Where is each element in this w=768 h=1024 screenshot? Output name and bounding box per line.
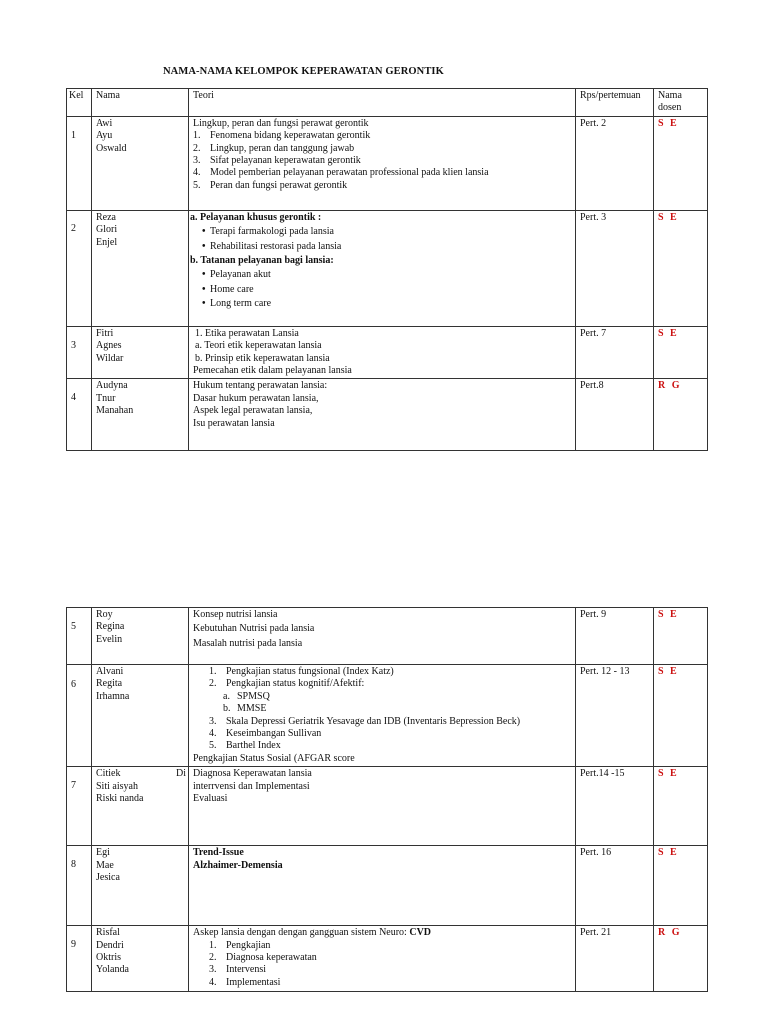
item-number: 1. xyxy=(193,130,201,142)
dosen-cell: S E xyxy=(654,116,708,210)
teori-title: Lingkup, peran dan fungsi perawat gerontik xyxy=(193,117,369,129)
item-number: 4. xyxy=(209,728,217,740)
bullet-icon: • xyxy=(202,298,206,310)
table-row xyxy=(67,926,708,992)
kel-number: 3 xyxy=(67,326,92,379)
table-row xyxy=(67,326,708,379)
teori-item xyxy=(193,740,571,752)
item-text: Sifat pelayanan keperawatan gerontik xyxy=(210,155,361,167)
teori-line: Konsep nutrisi lansia xyxy=(193,609,278,620)
kel-number: 7 xyxy=(67,767,92,846)
teori-line: Pengkajian Status Sosial (AFGAR score xyxy=(193,752,355,764)
member-name: Egi xyxy=(96,847,110,859)
dosen-cell: S E xyxy=(654,210,708,326)
teori-line: Masalah nutrisi pada lansia xyxy=(193,637,303,649)
teori-title xyxy=(193,927,571,939)
teori-title-text: Askep lansia dengan dengan gangguan sistem Neuro: xyxy=(193,927,410,939)
teori-item xyxy=(193,964,571,976)
table-row xyxy=(67,210,708,326)
item-text: Pengkajian status fungsional (Index Katz) xyxy=(226,666,394,677)
subitem-text: MMSE xyxy=(237,703,267,715)
teori-item xyxy=(193,940,571,952)
member-name: Dendri xyxy=(96,939,124,951)
item-number: 5. xyxy=(209,740,217,752)
item-text: Pengkajian xyxy=(226,939,271,951)
header-dosen-line-1: Nama xyxy=(658,90,682,101)
kel-number: 6 xyxy=(67,665,92,767)
item-number: 2. xyxy=(209,952,217,964)
table-row xyxy=(67,665,708,767)
header-dosen xyxy=(654,89,708,117)
member-name: Wildar xyxy=(96,352,124,364)
dosen-cell: S E xyxy=(654,767,708,846)
member-name: Alvani xyxy=(96,666,124,677)
names-cell xyxy=(92,665,189,767)
member-name: Regita xyxy=(96,678,123,690)
member-name: Risfal xyxy=(96,927,120,939)
names-cell xyxy=(92,926,189,992)
names-cell xyxy=(92,326,189,379)
teori-section-a: a. Pelayanan khusus gerontik : xyxy=(190,211,322,223)
item-number: 2. xyxy=(193,142,201,154)
teori-cell xyxy=(189,846,576,926)
header-dosen-line-2: dosen xyxy=(658,102,682,114)
item-text: Lingkup, peran dan tanggung jawab xyxy=(210,142,355,154)
rps-cell: Pert. 7 xyxy=(576,326,654,379)
member-name: Reza xyxy=(96,211,116,223)
bullet-text: Terapi farmakologi pada lansia xyxy=(210,226,334,238)
member-name: Glori xyxy=(96,224,118,236)
page-title: NAMA-NAMA KELOMPOK KEPERAWATAN GERONTIK xyxy=(163,66,444,77)
table-row xyxy=(67,608,708,665)
item-number: 4. xyxy=(193,167,201,179)
kel-number: 8 xyxy=(67,846,92,926)
member-name: Agnes xyxy=(96,340,122,352)
item-text: Model pemberian pelayanan perawatan professional pada klien lansia xyxy=(210,167,489,179)
item-number: 1. xyxy=(209,666,217,677)
bullet-icon: • xyxy=(202,283,206,295)
rps-cell: Pert. 12 - 13 xyxy=(576,665,654,767)
dosen-cell: S E xyxy=(654,846,708,926)
teori-line: a. Teori etik keperawatan lansia xyxy=(195,340,322,352)
member-name: Oswald xyxy=(96,142,127,154)
member-name: Mae xyxy=(96,859,114,871)
item-number: 3. xyxy=(209,964,217,976)
teori-item xyxy=(193,180,571,192)
member-name: Irhamna xyxy=(96,690,130,702)
teori-cell xyxy=(189,665,576,767)
item-text: Intervensi xyxy=(226,964,266,976)
rps-cell: Pert.8 xyxy=(576,379,654,451)
dosen-cell: S E xyxy=(654,608,708,665)
names-cell xyxy=(92,846,189,926)
teori-item xyxy=(193,716,571,728)
teori-line: Dasar hukum perawatan lansia, xyxy=(193,392,319,404)
teori-cell xyxy=(189,116,576,210)
teori-line: interrvensi dan Implementasi xyxy=(193,780,310,792)
member-name: Jesica xyxy=(96,872,120,884)
member-name: Roy xyxy=(96,609,113,620)
member-name: Awi xyxy=(96,117,113,129)
bullet-text: Pelayanan akut xyxy=(210,269,271,281)
dosen-cell: S E xyxy=(654,665,708,767)
bullet-text: Long term care xyxy=(210,298,272,310)
item-text: Barthel Index xyxy=(226,740,281,752)
rps-cell: Pert. 3 xyxy=(576,210,654,326)
subitem-letter: b. xyxy=(223,703,231,715)
teori-subitem xyxy=(193,691,571,703)
member-name: Fitri xyxy=(96,327,114,339)
rps-cell: Pert.14 -15 xyxy=(576,767,654,846)
teori-item xyxy=(193,728,571,740)
header-teori: Teori xyxy=(189,89,576,117)
item-text: Implementasi xyxy=(226,976,281,988)
names-cell xyxy=(92,116,189,210)
overflow-text: Di xyxy=(176,768,186,780)
member-name: Evelin xyxy=(96,633,123,645)
names-cell xyxy=(92,210,189,326)
header-rps: Rps/pertemuan xyxy=(576,89,654,117)
table-row xyxy=(67,767,708,846)
table-header-row xyxy=(67,89,708,117)
kel-number: 4 xyxy=(67,379,92,451)
rps-cell: Pert. 9 xyxy=(576,608,654,665)
teori-item xyxy=(193,952,571,964)
names-cell xyxy=(92,608,189,665)
bullet-text: Home care xyxy=(210,283,254,295)
teori-line: Kebutuhan Nutrisi pada lansia xyxy=(193,623,315,635)
kel-number: 2 xyxy=(67,210,92,326)
names-cell xyxy=(92,767,189,846)
member-name: Tnur xyxy=(96,392,116,404)
member-name: Yolanda xyxy=(96,964,129,976)
item-number: 1. xyxy=(209,939,217,951)
dosen-cell: S E xyxy=(654,326,708,379)
teori-cell xyxy=(189,767,576,846)
bullet-icon: • xyxy=(202,240,206,252)
teori-line: 1. Etika perawatan Lansia xyxy=(195,327,299,339)
member-name: Audyna xyxy=(96,380,128,392)
subitem-letter: a. xyxy=(223,690,230,702)
member-name: Regina xyxy=(96,621,125,633)
teori-cell xyxy=(189,926,576,992)
subitem-text: SPMSQ xyxy=(237,690,270,702)
bullet-item xyxy=(190,298,571,310)
teori-cell xyxy=(189,608,576,665)
item-text: Keseimbangan Sullivan xyxy=(226,728,322,740)
kel-number: 1 xyxy=(67,116,92,210)
item-text: Peran dan fungsi perawat gerontik xyxy=(210,179,348,191)
bullet-item xyxy=(190,284,571,296)
item-text: Pengkajian status kognitif/Afektif: xyxy=(226,678,365,690)
item-text: Fenomena bidang keperawatan gerontik xyxy=(210,130,371,142)
item-number: 3. xyxy=(193,155,201,167)
teori-section-b: b. Tatanan pelayanan bagi lansia: xyxy=(190,255,334,267)
teori-line: Aspek legal perawatan lansia, xyxy=(193,405,313,417)
teori-item xyxy=(193,977,571,989)
table-row xyxy=(67,116,708,210)
teori-line: Alzhaimer-Demensia xyxy=(193,859,283,871)
teori-item xyxy=(193,666,571,678)
member-name: Siti aisyah xyxy=(96,780,138,792)
bullet-text: Rehabilitasi restorasi pada lansia xyxy=(210,240,342,252)
teori-cell xyxy=(189,210,576,326)
teori-line: b. Prinsip etik keperawatan lansia xyxy=(195,352,330,364)
rps-cell: Pert. 16 xyxy=(576,846,654,926)
teori-line: Evaluasi xyxy=(193,793,228,805)
group-table-bottom xyxy=(66,607,708,992)
item-number: 3. xyxy=(209,715,217,727)
teori-item xyxy=(193,143,571,155)
teori-cell xyxy=(189,379,576,451)
member-name: Oktris xyxy=(96,952,121,964)
dosen-cell: R G xyxy=(654,926,708,992)
teori-item xyxy=(193,678,571,690)
kel-number: 5 xyxy=(67,608,92,665)
teori-title-bold: CVD xyxy=(409,927,432,939)
member-name: Enjel xyxy=(96,236,118,248)
header-nama: Nama xyxy=(92,89,189,117)
dosen-cell: R G xyxy=(654,379,708,451)
table-row xyxy=(67,379,708,451)
teori-line: Isu perawatan lansia xyxy=(193,417,275,429)
teori-item xyxy=(193,167,571,179)
bullet-icon: • xyxy=(202,226,206,238)
teori-line: Diagnosa Keperawatan lansia xyxy=(193,768,312,780)
member-name: Riski nanda xyxy=(96,793,144,805)
teori-cell xyxy=(189,326,576,379)
teori-item xyxy=(193,155,571,167)
kel-number: 9 xyxy=(67,926,92,992)
teori-line: Trend-Issue xyxy=(193,847,244,859)
rps-cell: Pert. 2 xyxy=(576,116,654,210)
bullet-item xyxy=(190,269,571,281)
item-text: Diagnosa keperawatan xyxy=(226,952,317,964)
teori-subitem xyxy=(193,703,571,715)
item-number: 5. xyxy=(193,179,201,191)
member-name: Manahan xyxy=(96,405,134,417)
member-name: Citiek xyxy=(96,768,121,780)
header-kel: Kel xyxy=(67,89,92,117)
item-text: Skala Depressi Geriatrik Yesavage dan IDB (Inventaris Bepression Beck) xyxy=(226,715,521,727)
table-row xyxy=(67,846,708,926)
bullet-item xyxy=(190,241,571,253)
member-name: Ayu xyxy=(96,130,113,142)
item-number: 4. xyxy=(209,976,217,988)
teori-line: Hukum tentang perawatan lansia: xyxy=(193,380,328,392)
item-number: 2. xyxy=(209,678,217,690)
bullet-icon: • xyxy=(202,269,206,281)
teori-item xyxy=(193,130,571,142)
bullet-item xyxy=(190,226,571,238)
teori-line: Pemecahan etik dalam pelayanan lansia xyxy=(193,365,352,377)
names-cell xyxy=(92,379,189,451)
group-table-top xyxy=(66,88,708,451)
rps-cell: Pert. 21 xyxy=(576,926,654,992)
